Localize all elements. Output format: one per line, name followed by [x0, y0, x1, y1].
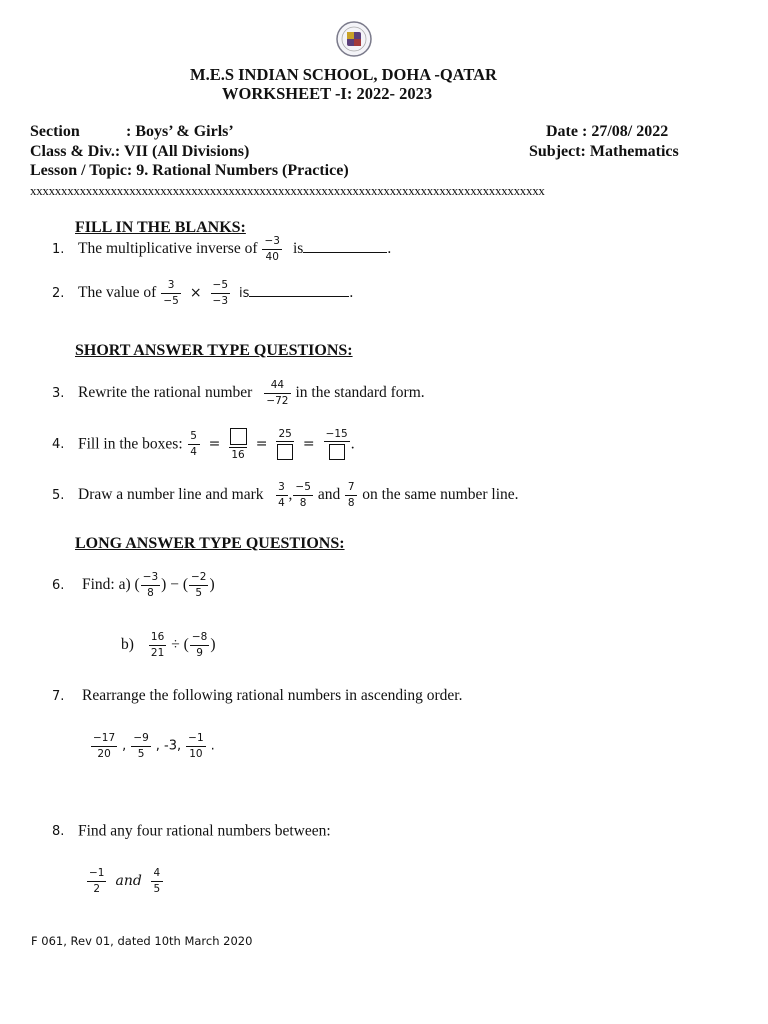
question-number: 1. [52, 241, 65, 257]
subject: Subject: Mathematics [529, 143, 679, 160]
section-label: Section [30, 123, 80, 140]
question-5: 5. Draw a number line and mark $\frac{3}{4}$ , $\frac{-5}{8}$ and $\frac{7}{8}$ on the same number line. [52, 481, 519, 509]
question-7 [52, 687, 463, 705]
numerator-box[interactable] [230, 428, 247, 445]
class-div: Class & Div.: VII (All Divisions) [30, 143, 250, 160]
denominator-box[interactable] [277, 444, 293, 460]
fraction: $\frac{3}{4}$ [276, 482, 288, 508]
question-1: 1. The multiplicative inverse of $\frac{-3}{40}$ is . [52, 235, 392, 263]
fraction: $\frac{4}{5}$ [151, 868, 163, 894]
fraction: $\frac{-5}{8}$ [295, 481, 311, 509]
fraction-with-box: 16 [229, 428, 246, 461]
question-text: Draw a number line and mark [78, 486, 264, 503]
question-text: The value of [78, 284, 157, 301]
fraction: $\frac{44}{-72}$ [266, 379, 289, 407]
question-8-values [86, 868, 164, 894]
school-crest-icon [334, 20, 374, 58]
question-text: Find any four rational numbers between: [78, 822, 331, 840]
fraction: $\frac{-2}{5}$ [191, 571, 207, 599]
question-number: 8. [52, 823, 65, 839]
worksheet-title: WORKSHEET -I: 2022- 2023 [222, 84, 433, 103]
question-7-numbers: $\frac{-17}{20}$ , $\frac{-9}{5}$ , -3, $\frac{-1}{10}$ . [93, 732, 215, 760]
answer-blank[interactable] [249, 282, 349, 297]
and-word: and [115, 873, 142, 889]
question-6b: b) $\frac{16}{21}$ ÷ ( $\frac{-8}{9}$ ) [121, 631, 216, 659]
multiply-sign: × [189, 285, 202, 301]
question-number: 4. [52, 436, 65, 452]
fraction: $\frac{-5}{-3}$ [212, 279, 229, 307]
school-logo [334, 20, 374, 58]
question-number: 2. [52, 285, 65, 301]
fraction: $\frac{7}{8}$ [345, 482, 357, 508]
section-fill-blanks: FILL IN THE BLANKS: [75, 219, 246, 236]
question-number: 5. [52, 487, 65, 503]
footer-code: F 061, Rev 01, dated 10th March 2020 [31, 934, 253, 948]
question-number: 7. [52, 688, 65, 704]
section-long-answer: LONG ANSWER TYPE QUESTIONS: [75, 535, 345, 552]
fraction: $\frac{3}{-5}$ [163, 279, 179, 307]
lesson-topic: Lesson / Topic: 9. Rational Numbers (Practice) [30, 162, 349, 179]
fraction: $\frac{-1}{10}$ [188, 732, 204, 760]
fraction: $\frac{-9}{5}$ [133, 732, 149, 760]
question-8 [52, 822, 331, 840]
part-label: b) [121, 636, 134, 653]
question-text: Fill in the boxes: [78, 435, 183, 453]
question-after: is [239, 285, 250, 301]
answer-blank[interactable] [303, 238, 387, 253]
question-2: 2. The value of $\frac{3}{-5}$ × $\frac{-5}{-3}$ is . [52, 279, 354, 307]
question-after: on the same number line. [362, 486, 519, 503]
fraction: $\frac{-3}{8}$ [142, 571, 159, 599]
question-text: Rearrange the following rational numbers in ascending order. [82, 687, 463, 705]
question-4: 4. Fill in the boxes: $\frac{5}{4}$ = 16 = 25 = −15 . [52, 427, 355, 461]
fraction: $\frac{5}{4}$ [188, 431, 200, 457]
question-after: is [292, 240, 304, 257]
school-name: M.E.S INDIAN SCHOOL, DOHA -QATAR [190, 65, 497, 84]
section-value: : Boys’ & Girls’ [126, 123, 234, 140]
fraction-with-box: 25 [276, 429, 293, 461]
question-number: 3. [52, 385, 65, 401]
fraction: $\frac{-1}{2}$ [89, 867, 105, 895]
question-6: 6. Find: a) ( $\frac{-3}{8}$ ) − ( $\frac{-2}{5}$ ) [52, 571, 215, 599]
date: Date : 27/08/ 2022 [546, 123, 669, 140]
section-short-answer: SHORT ANSWER TYPE QUESTIONS: [75, 342, 353, 359]
fraction-with-box: −15 [324, 429, 350, 461]
fraction: $\frac{16}{21}$ [150, 631, 165, 659]
question-text: The multiplicative inverse of [78, 240, 258, 257]
question-text: Rewrite the rational number [78, 384, 253, 401]
question-3 [52, 380, 425, 406]
denominator-box[interactable] [329, 444, 345, 460]
fraction: $\frac{-3}{40}$ [264, 235, 280, 263]
question-text: Find: a) ( [82, 576, 140, 593]
question-number: 6. [52, 577, 65, 593]
question-after: in the standard form. [295, 384, 425, 401]
fraction: $\frac{-8}{9}$ [191, 631, 208, 659]
separator-line: xxxxxxxxxxxxxxxxxxxxxxxxxxxxxxxxxxxxxxxxxxxxxxxxxxxxxxxxxxxxxxxxxxxxxxxxxxxxxxxxxxx [30, 183, 545, 198]
fraction: $\frac{-17}{20}$ [93, 732, 116, 760]
